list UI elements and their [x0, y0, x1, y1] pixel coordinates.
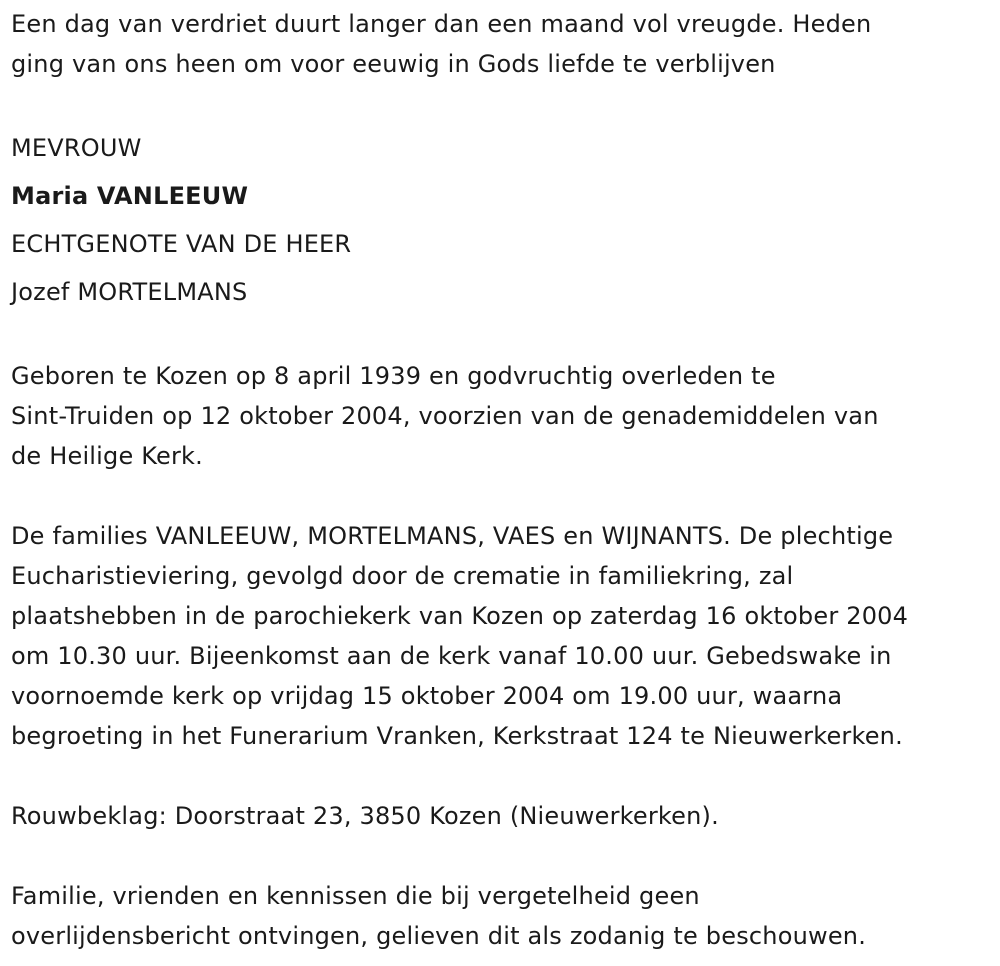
spacer — [11, 316, 996, 356]
deceased-name: Maria VANLEEUW — [11, 182, 249, 210]
closing-note: Familie, vrienden en kennissen die bij vergetelheid geen overlijdensbericht ontvingen, gelieven dit als zodanig te beschouwen. — [11, 882, 867, 950]
spacer — [11, 84, 996, 124]
spouse-name: Jozef MORTELMANS — [11, 278, 248, 306]
condolence-address: Rouwbeklag: Doorstraat 23, 3850 Kozen (Nieuwerkerken). — [11, 802, 719, 830]
spacer — [11, 756, 996, 796]
birth-death-text: Geboren te Kozen op 8 april 1939 en godvruchtig overleden te Sint-Truiden op 12 oktober 2004, voorzien van de genademiddelen van de Heilige Kerk. — [11, 362, 879, 470]
spouse-label: ECHTGENOTE VAN DE HEER — [11, 230, 352, 258]
ceremony-text: De families VANLEEUW, MORTELMANS, VAES en WIJNANTS. De plechtige Eucharistieviering, gevolgd door de crematie in familiekring, zal plaatshebben in de parochiekerk van Kozen op zaterdag 16 oktober 2004 om 10.30 uur. Bijeenkomst aan de kerk vanaf 10.00 uur. Gebedswake in voornoemde kerk op vrijdag 15 oktober 2004 om 19.00 uur, waarna begroeting in het Funerarium Vranken, Kerkstraat 124 te Nieuwerkerken. — [11, 522, 909, 750]
title-prefix: MEVROUW — [11, 134, 142, 162]
spacer — [11, 476, 996, 516]
spacer — [11, 836, 996, 876]
intro-text: Een dag van verdriet duurt langer dan een maand vol vreugde. Heden ging van ons heen om voor eeuwig in Gods liefde te verblijven — [11, 10, 872, 78]
obituary-notice — [11, 4, 996, 956]
